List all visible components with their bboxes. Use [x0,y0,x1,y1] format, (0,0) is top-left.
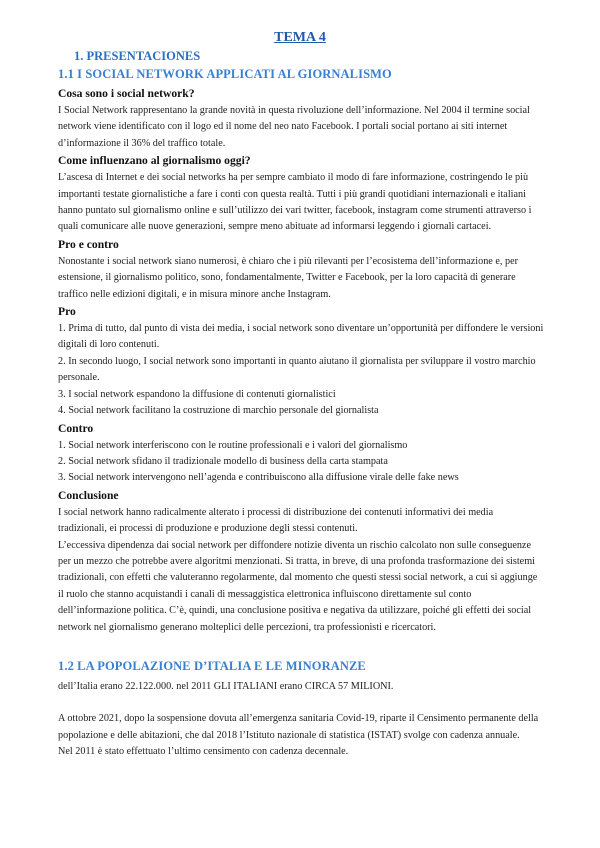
paragraph-pro-e-contro: Nonostante i social network siano numerosi, è chiaro che i più rilevanti per l’ecosistema dell’informazione e, per estensione, il giornalismo politico, sono, fondamentalmente, Twitter e Facebook, per la loro capacità di generare traffico nelle edizioni digitali, e in misura minore anche Instagram. [58,255,518,300]
heading-conclusione: Conclusione [58,488,119,502]
heading-come-influenzano: Come influenzano al giornalismo oggi? [58,154,251,168]
heading-contro: Contro [58,421,94,435]
section-heading: 1. PRESENTACIONES [74,49,201,63]
paragraph-popolazione-1: dell’Italia erano 22.122.000. nel 2011 GLI ITALIANI erano CIRCA 57 MILIONI. [58,681,394,692]
paragraph-popolazione-2: A ottobre 2021, dopo la sospensione dovuta all’emergenza sanitaria Covid-19, riparte il Censimento permanente della popolazione e delle abitazioni, che dal 2018 l’Istituto nazionale di statistica (ISTAT) svolge con cadenza annuale. [58,713,539,741]
social-network-section [58,85,544,636]
list-item: 3. I social network espandono la diffusione di contenuti giornalistici [58,388,336,400]
paragraph-cosa-sono: I Social Network rappresentano la grande novità in questa rivoluzione dell’informazione. Nel 2004 il termine social network viene identificato con il logo ed il nome del neo nato Facebook. I portali social portano ai siti internet d’informazione il 36% del traffico totale. [58,105,530,149]
subsection-heading-popolazione: 1.2 LA POPOLAZIONE D’ITALIA E LE MINORANZE [58,659,366,673]
popolazione-section [58,679,544,761]
paragraph-come-influenzano: L’ascesa di Internet e dei social networks ha per sempre cambiato il modo di fare informazione, costringendo le più importanti testate giornalistiche a fare i conti con questa realtà. Tutti i più grandi quotidiani internazionali e italiani hanno puntato sul giornalismo online e sull’utilizzo dei vari twitter, facebook, instagram come strumenti attraverso i quali comunicare alle nuove generazioni, sempre meno abituate ad informarsi leggendo i giornali cartacei. [58,172,532,233]
list-item: 2. Social network sfidano il tradizionale modello di business della carta stampata [58,455,388,467]
paragraph-conclusione-1: I social network hanno radicalmente alterato i processi di distribuzione dei contenuti informativi dei media tradizionali, ei processi di produzione e produzione degli stessi contenuti. [58,506,494,535]
list-item: 1. Prima di tutto, dal punto di vista dei media, i social network sono diventare un’opportunità per diffondere le versioni digitali di loro contenuti. [58,323,544,351]
paragraph-conclusione-2: L’eccessiva dipendenza dai social network per diffondere notizie diventa un rischio calcolato non sulle conseguenze per un mezzo che potrebbe avere algoritmi menzionati. Si tratta, in breve, di una profonda trasformazione dei sistemi tradizionali, con effetti che valuteranno regolarmente, dal momento che questi stessi social network, a cui si aggiunge il ruolo che stanno acquistandi i canali di messaggistica elettronica influiscono direttamente sul conto dell’informazione politica. C’è, quindi, una conclusione positiva e negativa da utilizzare, poiché gli effetti dei social network nel giornalismo generano molteplici delle percezioni, tra professionisti e ricercatori. [58,539,538,633]
heading-cosa-sono: Cosa sono i social network? [58,87,195,100]
heading-pro: Pro [58,305,76,319]
heading-pro-e-contro: Pro e contro [58,237,119,251]
paragraph-popolazione-3: Nel 2011 è stato effettuato l’ultimo censimento con cadenza decennale. [58,746,349,758]
document-title: TEMA 4 [274,30,326,45]
list-item: 4. Social network facilitano la costruzione di marchio personale del giornalista [58,405,379,417]
list-item: 2. In secondo luogo, I social network sono importanti in quanto aiutano il giornalista per sviluppare il vostro marchio personale. [58,355,536,384]
list-item: 1. Social network interferiscono con le routine professionali e i valori del giornalismo [58,439,408,451]
subsection-heading-social: 1.1 I SOCIAL NETWORK APPLICATI AL GIORNALISMO [58,67,392,81]
list-item: 3. Social network intervengono nell’agenda e contribuiscono alla diffusione virale delle fake news [58,472,459,484]
